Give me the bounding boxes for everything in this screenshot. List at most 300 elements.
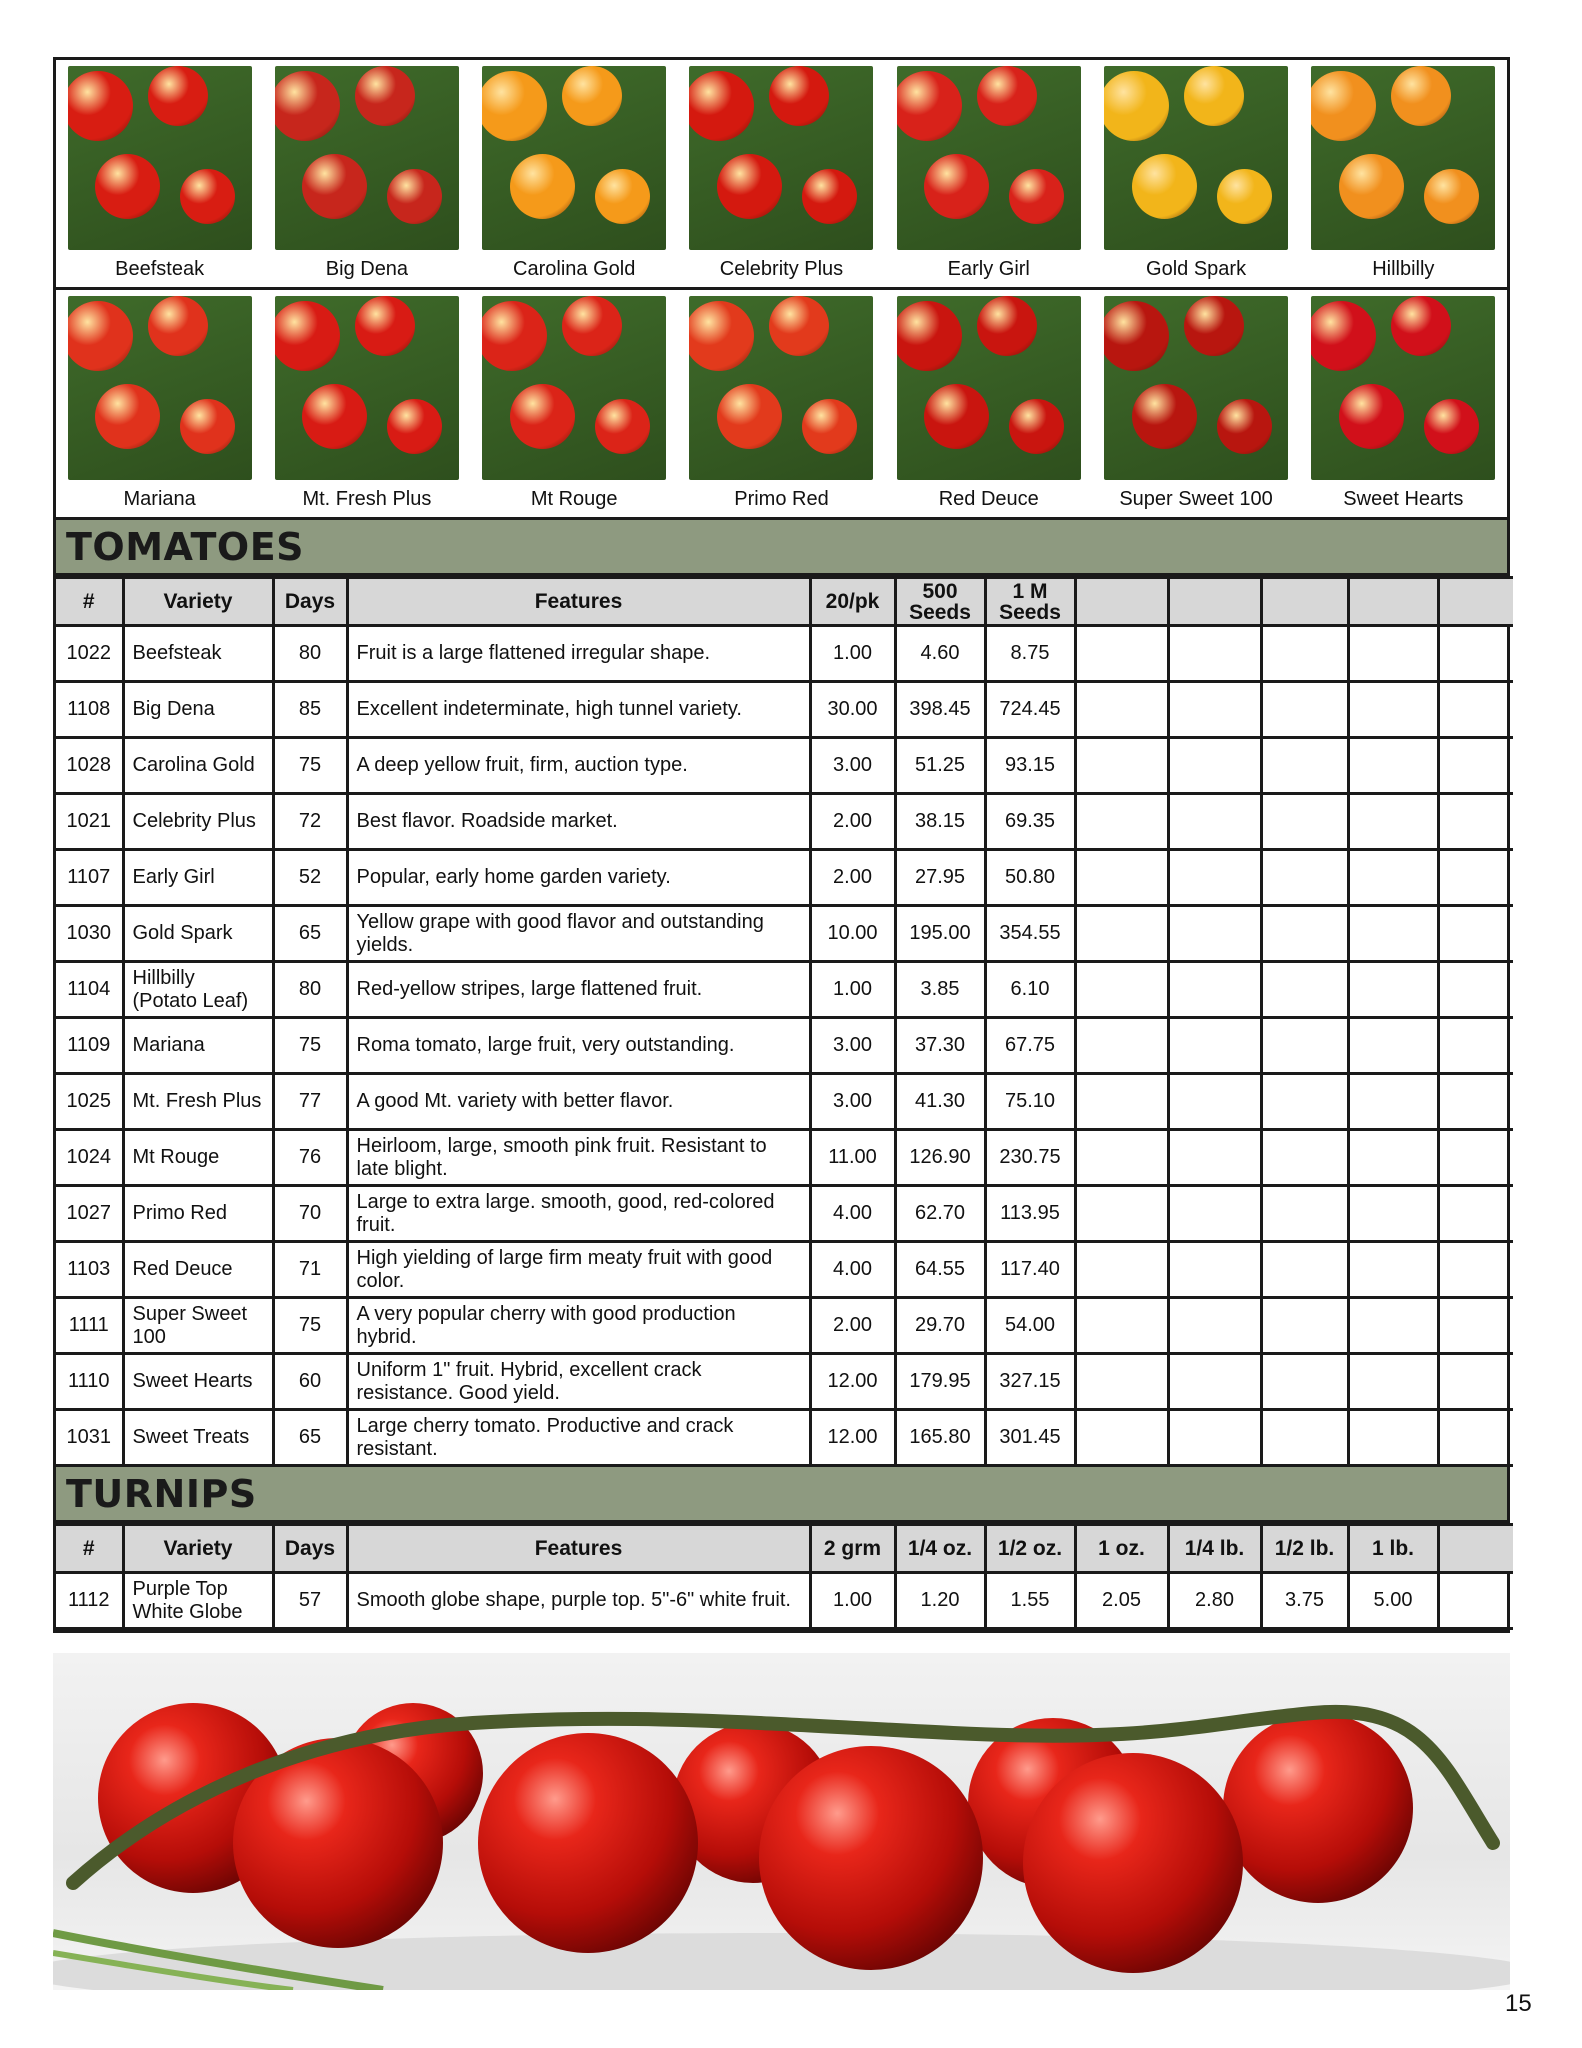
tomato-shape [897,301,962,371]
empty-order-cell [1261,850,1348,906]
variety-photo-card [678,290,885,517]
empty-order-cell [1075,794,1168,850]
variety-photo-caption: Mt Rouge [530,488,618,510]
tomato-shape [148,296,208,356]
turnips-table-body [56,1573,1513,1629]
empty-order-cell [1438,1354,1513,1410]
tomato-shape [1391,66,1451,126]
variety-photo-card [263,290,470,517]
tomato-shape [510,154,575,219]
empty-order-cell [1261,1186,1348,1242]
empty-order-cell [1075,1186,1168,1242]
tomatoes-section-header [56,520,1507,576]
empty-order-cell [1348,738,1438,794]
variety-photo [1104,66,1288,250]
price-cell: 69.35 [985,794,1075,850]
column-header: 2 grm [810,1525,895,1573]
column-header: # [56,578,123,626]
empty-order-cell [1075,1242,1168,1298]
column-header [1438,1525,1513,1573]
variety-cell: Early Girl [123,850,273,906]
empty-order-cell [1438,962,1513,1018]
days-cell: 70 [273,1186,347,1242]
price-cell: 4.60 [895,626,985,682]
column-header [1075,578,1168,626]
column-header: Days [273,578,347,626]
variety-photo-card [263,60,470,287]
days-cell: 75 [273,738,347,794]
price-cell: 27.95 [895,850,985,906]
empty-order-cell [1075,682,1168,738]
price-cell: 195.00 [895,906,985,962]
tomato-shape [1217,399,1272,454]
days-cell: 52 [273,850,347,906]
tomato-shape [180,399,235,454]
item-number-cell: 1027 [56,1186,123,1242]
features-cell: A good Mt. variety with better flavor. [347,1074,810,1130]
empty-order-cell [1075,1410,1168,1466]
empty-order-cell [1348,1354,1438,1410]
empty-order-cell [1168,1018,1261,1074]
tomato-shape [924,154,989,219]
item-number-cell: 1111 [56,1298,123,1354]
item-number-cell: 1025 [56,1074,123,1130]
variety-cell: Carolina Gold [123,738,273,794]
tomato-shape [1339,154,1404,219]
tomato-shape [148,66,208,126]
tomato-shape [387,169,442,224]
days-cell: 76 [273,1130,347,1186]
price-cell: 37.30 [895,1018,985,1074]
days-cell: 72 [273,794,347,850]
days-cell: 65 [273,1410,347,1466]
variety-photo-card [56,60,263,287]
empty-order-cell [1348,906,1438,962]
tomato-shape [275,301,340,371]
empty-order-cell [1168,1242,1261,1298]
features-cell: Red-yellow stripes, large flattened fruit. [347,962,810,1018]
column-header: 1/4 lb. [1168,1525,1261,1573]
empty-order-cell [1438,1074,1513,1130]
empty-order-cell [1348,850,1438,906]
price-cell: 1.20 [895,1573,985,1629]
empty-order-cell [1168,738,1261,794]
price-cell: 398.45 [895,682,985,738]
empty-order-cell [1168,962,1261,1018]
vine-illustration [53,1653,1510,1990]
tomato-shape [689,71,754,141]
tomato-shape [802,169,857,224]
variety-photo-card [885,60,1092,287]
variety-photo-caption: Celebrity Plus [719,258,844,280]
variety-cell: Celebrity Plus [123,794,273,850]
variety-photo-caption: Super Sweet 100 [1119,488,1273,510]
empty-order-cell [1075,626,1168,682]
variety-photo-card [471,290,678,517]
tomato-shape [897,71,962,141]
table-row [56,1074,1513,1130]
tomato-shape [68,71,133,141]
features-cell: Best flavor. Roadside market. [347,794,810,850]
price-cell: 93.15 [985,738,1075,794]
item-number-cell: 1108 [56,682,123,738]
price-cell: 4.00 [810,1242,895,1298]
tomato-shape [68,301,133,371]
tomato-shape [180,169,235,224]
price-cell: 2.00 [810,850,895,906]
price-cell: 113.95 [985,1186,1075,1242]
tomato-shape [387,399,442,454]
empty-order-cell [1438,906,1513,962]
variety-photo-caption: Primo Red [734,488,829,510]
variety-photo [897,66,1081,250]
column-header: 1/2 oz. [985,1525,1075,1573]
empty-order-cell [1261,1354,1348,1410]
days-cell: 77 [273,1074,347,1130]
empty-order-cell [1438,1186,1513,1242]
price-cell: 327.15 [985,1354,1075,1410]
column-header: Variety [123,1525,273,1573]
photo-row-1 [56,60,1507,290]
item-number-cell: 1104 [56,962,123,1018]
variety-cell: Super Sweet 100 [123,1298,273,1354]
empty-order-cell [1075,1018,1168,1074]
tomato-shape [1104,301,1169,371]
empty-order-cell [1261,1130,1348,1186]
empty-order-cell [1261,682,1348,738]
variety-photo-card [678,60,885,287]
tomato-shape [769,66,829,126]
empty-order-cell [1168,1410,1261,1466]
empty-order-cell [1438,850,1513,906]
variety-photo [275,296,459,480]
column-header: 1 lb. [1348,1525,1438,1573]
empty-order-cell [1168,1186,1261,1242]
tomato-shape [595,399,650,454]
price-cell: 354.55 [985,906,1075,962]
empty-order-cell [1075,906,1168,962]
empty-order-cell [1438,682,1513,738]
empty-order-cell [1075,1130,1168,1186]
variety-photo [482,66,666,250]
tomato-shape [1009,169,1064,224]
price-cell: 2.80 [1168,1573,1261,1629]
variety-photo-caption: Early Girl [947,258,1030,280]
turnips-table [56,1523,1513,1630]
features-cell: Excellent indeterminate, high tunnel variety. [347,682,810,738]
variety-photo-card [1092,60,1299,287]
price-cell: 12.00 [810,1410,895,1466]
empty-order-cell [1261,906,1348,962]
tomato-shape [1132,154,1197,219]
empty-order-cell [1261,738,1348,794]
column-header: 1/4 oz. [895,1525,985,1573]
page-number: 15 [1505,1990,1532,2017]
item-number-cell: 1031 [56,1410,123,1466]
features-cell: Popular, early home garden variety. [347,850,810,906]
variety-cell: Gold Spark [123,906,273,962]
column-header: # [56,1525,123,1573]
variety-photo-caption: Red Deuce [938,488,1039,510]
features-cell: High yielding of large firm meaty fruit with good color. [347,1242,810,1298]
price-cell: 41.30 [895,1074,985,1130]
features-cell: Smooth globe shape, purple top. 5"-6" white fruit. [347,1573,810,1629]
variety-cell: Sweet Treats [123,1410,273,1466]
empty-order-cell [1261,1018,1348,1074]
empty-order-cell [1168,1074,1261,1130]
variety-cell: Purple Top White Globe [123,1573,273,1629]
variety-cell: Beefsteak [123,626,273,682]
empty-order-cell [1348,962,1438,1018]
catalog-frame [53,57,1510,1633]
price-cell: 3.00 [810,1018,895,1074]
cherry-tomato-vine-photo [53,1653,1510,1990]
empty-order-cell [1168,794,1261,850]
days-cell: 75 [273,1018,347,1074]
variety-photo-card [1092,290,1299,517]
price-cell: 301.45 [985,1410,1075,1466]
price-cell: 3.75 [1261,1573,1348,1629]
variety-photo [689,66,873,250]
price-cell: 11.00 [810,1130,895,1186]
empty-order-cell [1348,1298,1438,1354]
price-cell: 38.15 [895,794,985,850]
empty-order-cell [1348,1410,1438,1466]
table-row [56,626,1513,682]
column-header: Features [347,578,810,626]
empty-order-cell [1261,626,1348,682]
variety-cell: Hillbilly (Potato Leaf) [123,962,273,1018]
empty-order-cell [1438,1130,1513,1186]
tomato-shape [1217,169,1272,224]
features-cell: A very popular cherry with good production hybrid. [347,1298,810,1354]
variety-cell: Mt. Fresh Plus [123,1074,273,1130]
variety-photo-caption: Gold Spark [1146,258,1247,280]
price-cell: 50.80 [985,850,1075,906]
tomato-shape [275,71,340,141]
days-cell: 80 [273,962,347,1018]
column-header [1348,578,1438,626]
empty-order-cell [1261,962,1348,1018]
variety-cell: Sweet Hearts [123,1354,273,1410]
features-cell: Uniform 1" fruit. Hybrid, excellent crack resistance. Good yield. [347,1354,810,1410]
variety-cell: Mariana [123,1018,273,1074]
empty-order-cell [1438,1298,1513,1354]
price-cell: 724.45 [985,682,1075,738]
empty-order-cell [1075,962,1168,1018]
column-header: Variety [123,578,273,626]
tomato-shape [1424,169,1479,224]
variety-photo-card [1300,290,1507,517]
column-header [1438,578,1513,626]
tomato-shape [977,66,1037,126]
tomato-shape [769,296,829,356]
empty-order-cell [1261,1298,1348,1354]
tomato-shape [355,66,415,126]
table-row [56,962,1513,1018]
tomato-shape [1391,296,1451,356]
empty-order-cell [1075,1354,1168,1410]
empty-order-cell [1348,1074,1438,1130]
empty-order-cell [1168,626,1261,682]
tomato-shape [482,301,547,371]
table-row [56,1298,1513,1354]
turnips-section-header [56,1467,1507,1523]
tomatoes-title: TOMATOES [66,524,305,569]
tomato-shape [717,384,782,449]
variety-cell: Red Deuce [123,1242,273,1298]
price-cell: 2.00 [810,1298,895,1354]
empty-order-cell [1438,626,1513,682]
empty-order-cell [1261,1410,1348,1466]
empty-order-cell [1438,1242,1513,1298]
photo-row-2 [56,290,1507,520]
variety-photo [68,66,252,250]
empty-order-cell [1261,1074,1348,1130]
variety-photo-caption: Hillbilly [1372,258,1435,280]
days-cell: 71 [273,1242,347,1298]
price-cell: 8.75 [985,626,1075,682]
turnips-header-row [56,1525,1513,1573]
empty-order-cell [1348,1242,1438,1298]
tomato-shape [977,296,1037,356]
price-cell: 3.00 [810,738,895,794]
table-row [56,1186,1513,1242]
empty-order-cell [1261,794,1348,850]
features-cell: Large to extra large. smooth, good, red-colored fruit. [347,1186,810,1242]
tomato-shape [1311,71,1376,141]
table-row [56,682,1513,738]
table-row [56,1130,1513,1186]
empty-order-cell [1075,1298,1168,1354]
price-cell: 1.00 [810,1573,895,1629]
tomato-shape [562,296,622,356]
price-cell: 4.00 [810,1186,895,1242]
column-header [1261,578,1348,626]
tomato-shape [95,154,160,219]
features-cell: Roma tomato, large fruit, very outstanding. [347,1018,810,1074]
price-cell: 117.40 [985,1242,1075,1298]
variety-photo-caption: Mt. Fresh Plus [302,488,432,510]
price-cell: 1.55 [985,1573,1075,1629]
variety-photo [68,296,252,480]
tomato-shape [1184,66,1244,126]
price-cell: 2.05 [1075,1573,1168,1629]
table-row [56,1018,1513,1074]
price-cell: 1.00 [810,626,895,682]
days-cell: 65 [273,906,347,962]
empty-order-cell [1168,1130,1261,1186]
price-cell: 6.10 [985,962,1075,1018]
column-header: Features [347,1525,810,1573]
features-cell: Large cherry tomato. Productive and crack resistant. [347,1410,810,1466]
item-number-cell: 1110 [56,1354,123,1410]
variety-photo [1311,66,1495,250]
item-number-cell: 1024 [56,1130,123,1186]
tomato-shape [924,384,989,449]
price-cell: 75.10 [985,1074,1075,1130]
variety-photo-card [885,290,1092,517]
empty-order-cell [1168,1354,1261,1410]
empty-order-cell [1168,850,1261,906]
tomato-shape [1104,71,1169,141]
price-cell: 165.80 [895,1410,985,1466]
empty-order-cell [1168,1298,1261,1354]
column-header: 20/pk [810,578,895,626]
table-row [56,1354,1513,1410]
tomato-shape [689,301,754,371]
variety-photo [1104,296,1288,480]
tomato-shape [1424,399,1479,454]
price-cell: 3.85 [895,962,985,1018]
column-header: 1 M Seeds [985,578,1075,626]
turnips-title: TURNIPS [66,1471,257,1516]
price-cell: 126.90 [895,1130,985,1186]
column-header [1168,578,1261,626]
price-cell: 230.75 [985,1130,1075,1186]
item-number-cell: 1028 [56,738,123,794]
item-number-cell: 1109 [56,1018,123,1074]
tomatoes-header-row [56,578,1513,626]
table-row [56,1242,1513,1298]
price-cell: 5.00 [1348,1573,1438,1629]
days-cell: 60 [273,1354,347,1410]
price-cell: 10.00 [810,906,895,962]
days-cell: 57 [273,1573,347,1629]
table-row [56,1573,1513,1629]
item-number-cell: 1030 [56,906,123,962]
variety-photo-caption: Carolina Gold [513,258,636,280]
variety-photo [275,66,459,250]
tomato-shape [1311,301,1376,371]
empty-order-cell [1348,626,1438,682]
empty-order-cell [1168,906,1261,962]
empty-order-cell [1075,1074,1168,1130]
column-header: Days [273,1525,347,1573]
tomato-shape [595,169,650,224]
price-cell: 64.55 [895,1242,985,1298]
empty-order-cell [1348,1130,1438,1186]
empty-order-cell [1075,850,1168,906]
days-cell: 75 [273,1298,347,1354]
empty-order-cell [1348,682,1438,738]
empty-order-cell [1261,1242,1348,1298]
empty-order-cell [1168,682,1261,738]
tomatoes-table [56,576,1513,1467]
price-cell: 62.70 [895,1186,985,1242]
price-cell: 30.00 [810,682,895,738]
empty-order-cell [1438,1573,1513,1629]
item-number-cell: 1103 [56,1242,123,1298]
variety-photo-card [471,60,678,287]
tomato-shape [482,71,547,141]
table-row [56,1410,1513,1466]
tomato-shape [717,154,782,219]
empty-order-cell [1348,1018,1438,1074]
price-cell: 1.00 [810,962,895,1018]
variety-photo-caption: Big Dena [325,258,409,280]
price-cell: 54.00 [985,1298,1075,1354]
item-number-cell: 1022 [56,626,123,682]
empty-order-cell [1438,794,1513,850]
variety-photo-card [1300,60,1507,287]
tomato-shape [1132,384,1197,449]
tomato-shape [802,399,857,454]
column-header: 1 oz. [1075,1525,1168,1573]
variety-cell: Primo Red [123,1186,273,1242]
table-row [56,850,1513,906]
variety-photo-caption: Sweet Hearts [1343,488,1464,510]
